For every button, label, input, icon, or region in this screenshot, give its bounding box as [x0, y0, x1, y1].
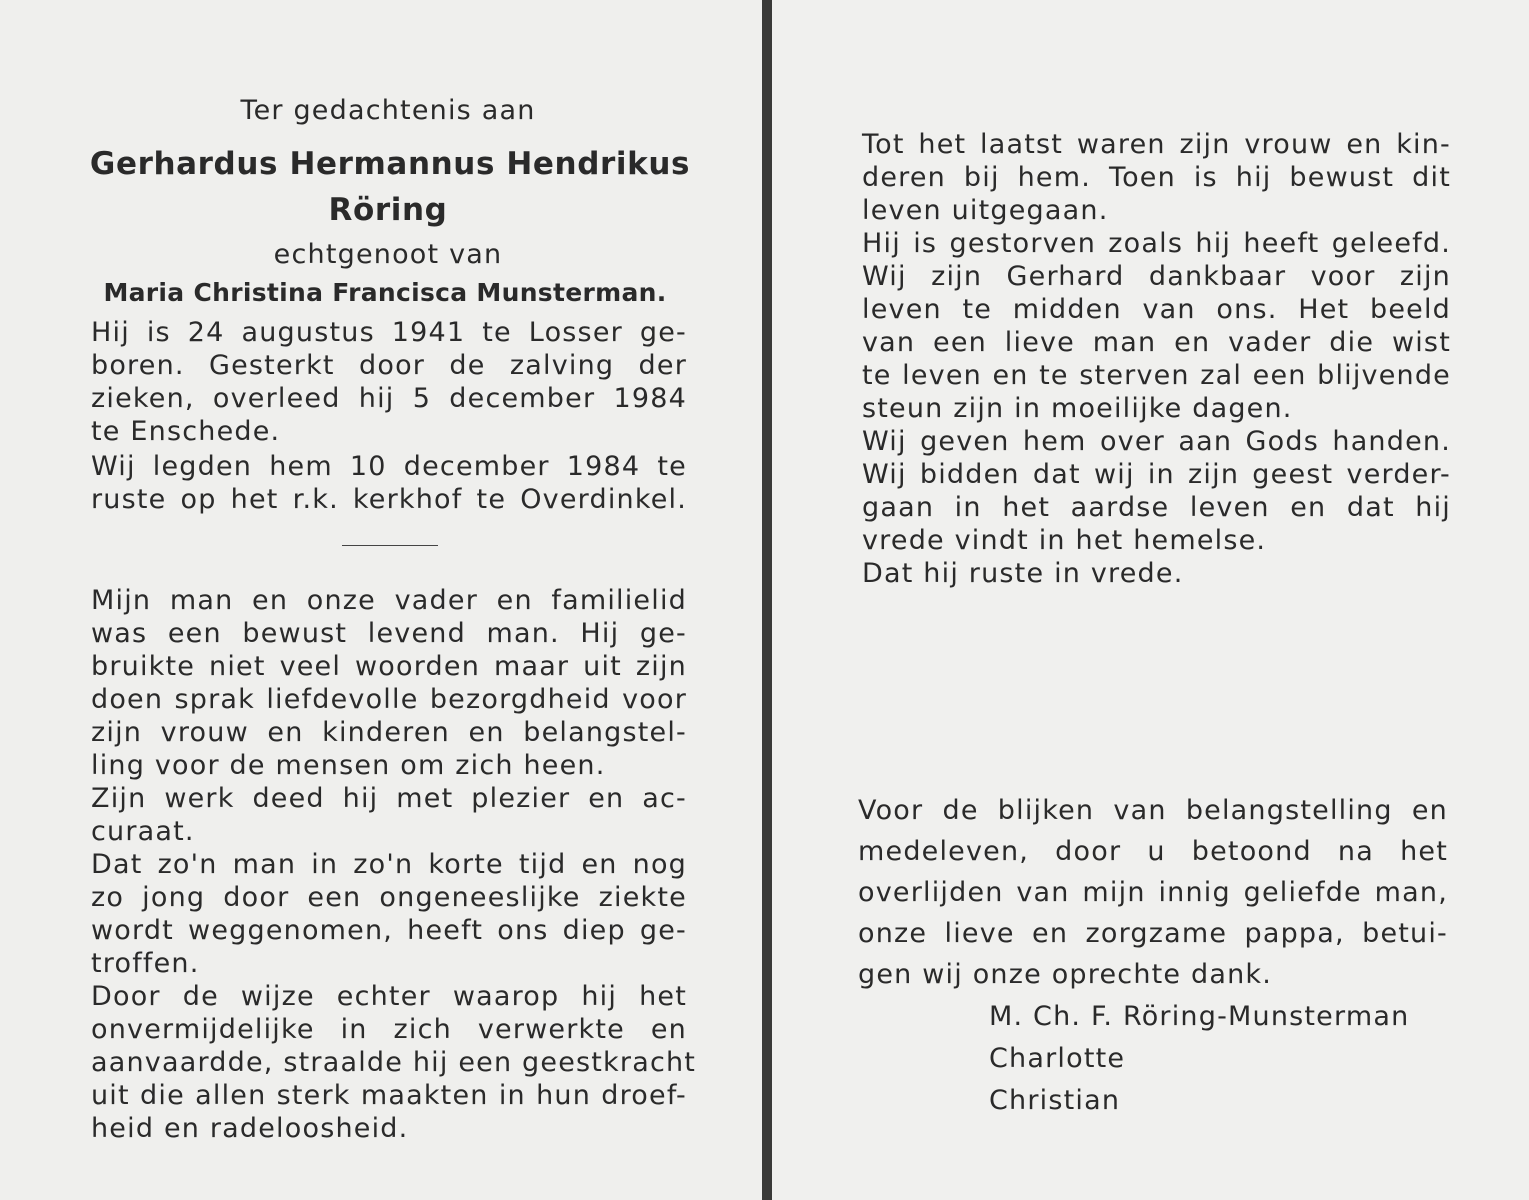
text-line: uit die allen sterk maakten in hun droef- — [91, 1080, 687, 1111]
signatures — [989, 996, 1459, 1122]
text-line: ruste op het r.k. kerkhof te Overdinkel. — [91, 484, 687, 515]
text-line: Wij bidden dat wij in zijn geest verder- — [862, 459, 1451, 490]
text-line: troffen. — [91, 948, 200, 979]
memorial-intro: Ter gedachtenis aan — [240, 95, 536, 126]
text-line: Dat hij ruste in vrede. — [862, 558, 1184, 589]
text-line: Tot het laatst waren zijn vrouw en kin- — [862, 129, 1451, 160]
text-line: overlijden van mijn innig geliefde man, — [858, 877, 1448, 908]
text-line: van een lieve man en vader die wist — [862, 327, 1451, 358]
text-line: zijn vrouw en kinderen en belangstel- — [91, 717, 687, 748]
text-line: te leven en te sterven zal een blijvende — [862, 360, 1451, 391]
signature-line: Charlotte — [989, 1043, 1126, 1074]
text-line: te Enschede. — [91, 416, 281, 447]
text-line: zo jong door een ongeneeslijke ziekte — [91, 882, 687, 913]
birth-death-paragraph — [91, 316, 687, 448]
deceased-name: Gerhardus Hermannus Hendrikus — [89, 146, 691, 182]
text-line: Door de wijze echter waarop hij het — [91, 981, 687, 1012]
divider-line — [342, 545, 438, 546]
signature-line: Christian — [989, 1085, 1121, 1116]
text-line: doen sprak liefdevolle bezorgdheid voor — [91, 684, 687, 715]
text-line: steun zijn in moeilijke dagen. — [862, 393, 1293, 424]
text-line: deren bij hem. Toen is hij bewust dit — [862, 162, 1451, 193]
text-line: onvermijdelijke in zich verwerkte en — [91, 1014, 687, 1045]
text-line: bruikte niet veel woorden maar uit zijn — [91, 651, 687, 682]
text-line: curaat. — [91, 816, 195, 847]
text-line: heid en radeloosheid. — [91, 1113, 409, 1144]
text-line: medeleven, door u betoond na het — [858, 836, 1448, 867]
text-line: onze lieve en zorgzame pappa, betui- — [858, 918, 1448, 949]
text-line: ling voor de mensen om zich heen. — [91, 750, 606, 781]
text-line: wordt weggenomen, heeft ons diep ge- — [91, 915, 687, 946]
text-line: Wij zijn Gerhard dankbaar voor zijn — [862, 261, 1451, 292]
burial-paragraph — [91, 450, 687, 516]
left-card-panel — [0, 0, 762, 1200]
text-line: Mijn man en onze vader en familielid — [91, 585, 687, 616]
text-line: leven te midden van ons. Het beeld — [862, 294, 1451, 325]
text-line: Wij geven hem over aan Gods handen. — [862, 426, 1451, 457]
farewell-paragraph — [862, 128, 1451, 590]
thanks-paragraph — [858, 790, 1448, 995]
tribute-paragraph — [91, 584, 697, 1145]
text-line: aanvaardde, straalde hij een geestkracht — [91, 1047, 697, 1078]
spouse-intro: echtgenoot van — [273, 239, 503, 270]
deceased-surname: Röring — [328, 192, 448, 228]
text-line: Hij is 24 augustus 1941 te Losser ge- — [91, 317, 687, 348]
text-line: gen wij onze oprechte dank. — [858, 959, 1273, 990]
text-line: Hij is gestorven zoals hij heeft geleefd. — [862, 228, 1451, 259]
text-line: Voor de blijken van belangstelling en — [858, 795, 1448, 826]
text-line: boren. Gesterkt door de zalving der — [91, 350, 687, 381]
text-line: gaan in het aardse leven en dat hij — [862, 492, 1451, 523]
right-card-panel — [772, 0, 1529, 1200]
spouse-name: Maria Christina Francisca Munsterman. — [103, 278, 667, 307]
text-line: was een bewust levend man. Hij ge- — [91, 618, 687, 649]
text-line: vrede vindt in het hemelse. — [862, 525, 1267, 556]
signature-line: M. Ch. F. Röring-Munsterman — [989, 1001, 1410, 1032]
text-line: zieken, overleed hij 5 december 1984 — [91, 383, 687, 414]
text-line: leven uitgegaan. — [862, 195, 1109, 226]
text-line: Dat zo'n man in zo'n korte tijd en nog — [91, 849, 687, 880]
text-line: Wij legden hem 10 december 1984 te — [91, 451, 687, 482]
text-line: Zijn werk deed hij met plezier en ac- — [91, 783, 687, 814]
